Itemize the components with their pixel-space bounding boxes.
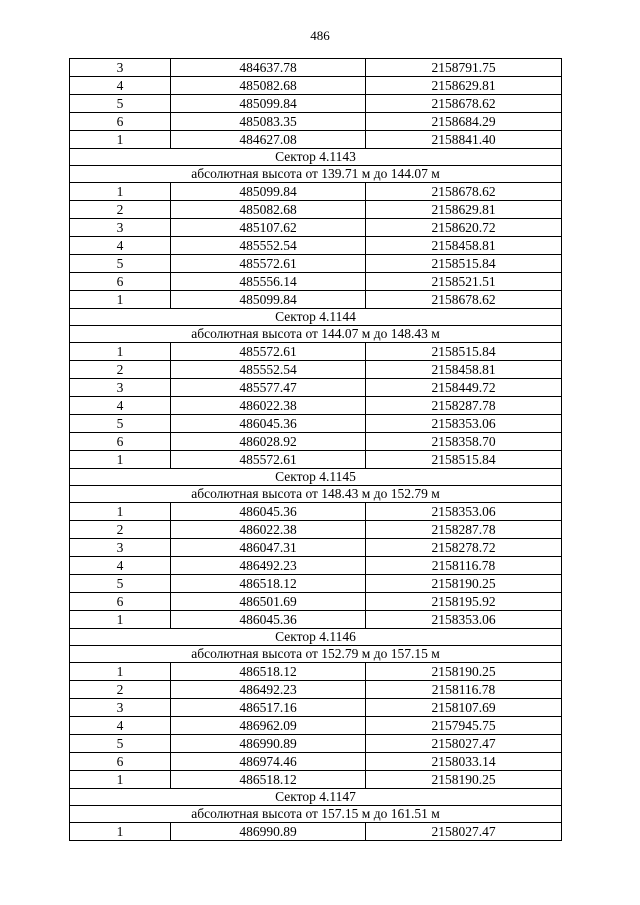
sector-title: Сектор 4.1146: [70, 629, 562, 646]
table-row: [70, 771, 562, 789]
table-row: [70, 433, 562, 451]
x-coordinate-cell: 485552.54: [171, 237, 366, 255]
y-coordinate-cell: 2158278.72: [366, 539, 562, 557]
table-row: [70, 397, 562, 415]
x-coordinate-cell: 486045.36: [171, 611, 366, 629]
table-row: [70, 113, 562, 131]
table-row: [70, 451, 562, 469]
table-row: [70, 219, 562, 237]
table-row: [70, 255, 562, 273]
point-number-cell: 5: [70, 95, 171, 113]
y-coordinate-cell: 2158515.84: [366, 255, 562, 273]
sector-altitude: абсолютная высота от 152.79 м до 157.15 м: [70, 646, 562, 663]
point-number-cell: 3: [70, 59, 171, 77]
point-number-cell: 2: [70, 201, 171, 219]
y-coordinate-cell: 2158629.81: [366, 201, 562, 219]
x-coordinate-cell: 486501.69: [171, 593, 366, 611]
point-number-cell: 4: [70, 237, 171, 255]
sector-title-row: [70, 469, 562, 486]
point-number-cell: 2: [70, 521, 171, 539]
x-coordinate-cell: 486518.12: [171, 771, 366, 789]
x-coordinate-cell: 486022.38: [171, 397, 366, 415]
y-coordinate-cell: 2158358.70: [366, 433, 562, 451]
table-row: [70, 273, 562, 291]
table-row: [70, 131, 562, 149]
y-coordinate-cell: 2158190.25: [366, 663, 562, 681]
y-coordinate-cell: 2158521.51: [366, 273, 562, 291]
table-row: [70, 753, 562, 771]
table-row: [70, 59, 562, 77]
y-coordinate-cell: 2158353.06: [366, 611, 562, 629]
point-number-cell: 5: [70, 415, 171, 433]
x-coordinate-cell: 486974.46: [171, 753, 366, 771]
x-coordinate-cell: 486045.36: [171, 503, 366, 521]
y-coordinate-cell: 2158678.62: [366, 95, 562, 113]
point-number-cell: 1: [70, 771, 171, 789]
x-coordinate-cell: 485082.68: [171, 77, 366, 95]
y-coordinate-cell: 2158449.72: [366, 379, 562, 397]
point-number-cell: 3: [70, 219, 171, 237]
table-row: [70, 237, 562, 255]
y-coordinate-cell: 2158458.81: [366, 237, 562, 255]
y-coordinate-cell: 2158515.84: [366, 343, 562, 361]
point-number-cell: 1: [70, 663, 171, 681]
point-number-cell: 6: [70, 433, 171, 451]
x-coordinate-cell: 486492.23: [171, 557, 366, 575]
x-coordinate-cell: 485099.84: [171, 183, 366, 201]
sector-title-row: [70, 149, 562, 166]
table-row: [70, 521, 562, 539]
point-number-cell: 5: [70, 735, 171, 753]
coordinates-table-body: [70, 59, 562, 841]
y-coordinate-cell: 2158027.47: [366, 823, 562, 841]
table-row: [70, 557, 562, 575]
x-coordinate-cell: 486990.89: [171, 735, 366, 753]
x-coordinate-cell: 485099.84: [171, 291, 366, 309]
y-coordinate-cell: 2158678.62: [366, 183, 562, 201]
table-row: [70, 681, 562, 699]
table-row: [70, 575, 562, 593]
table-row: [70, 291, 562, 309]
x-coordinate-cell: 485099.84: [171, 95, 366, 113]
table-row: [70, 717, 562, 735]
point-number-cell: 3: [70, 539, 171, 557]
y-coordinate-cell: 2158190.25: [366, 771, 562, 789]
point-number-cell: 6: [70, 753, 171, 771]
y-coordinate-cell: 2158116.78: [366, 557, 562, 575]
y-coordinate-cell: 2158629.81: [366, 77, 562, 95]
sector-altitude-row: [70, 646, 562, 663]
x-coordinate-cell: 485082.68: [171, 201, 366, 219]
y-coordinate-cell: 2158458.81: [366, 361, 562, 379]
sector-title: Сектор 4.1145: [70, 469, 562, 486]
x-coordinate-cell: 485572.61: [171, 451, 366, 469]
sector-title: Сектор 4.1143: [70, 149, 562, 166]
point-number-cell: 5: [70, 575, 171, 593]
sector-altitude-row: [70, 166, 562, 183]
table-row: [70, 503, 562, 521]
point-number-cell: 4: [70, 77, 171, 95]
sector-title: Сектор 4.1144: [70, 309, 562, 326]
point-number-cell: 1: [70, 291, 171, 309]
table-row: [70, 201, 562, 219]
y-coordinate-cell: 2158116.78: [366, 681, 562, 699]
y-coordinate-cell: 2158620.72: [366, 219, 562, 237]
point-number-cell: 6: [70, 273, 171, 291]
x-coordinate-cell: 486047.31: [171, 539, 366, 557]
table-row: [70, 95, 562, 113]
x-coordinate-cell: 486518.12: [171, 663, 366, 681]
point-number-cell: 1: [70, 131, 171, 149]
x-coordinate-cell: 485556.14: [171, 273, 366, 291]
y-coordinate-cell: 2158515.84: [366, 451, 562, 469]
y-coordinate-cell: 2158287.78: [366, 521, 562, 539]
x-coordinate-cell: 485107.62: [171, 219, 366, 237]
table-row: [70, 415, 562, 433]
table-row: [70, 663, 562, 681]
x-coordinate-cell: 485572.61: [171, 343, 366, 361]
point-number-cell: 1: [70, 343, 171, 361]
y-coordinate-cell: 2158033.14: [366, 753, 562, 771]
point-number-cell: 3: [70, 379, 171, 397]
point-number-cell: 1: [70, 823, 171, 841]
y-coordinate-cell: 2157945.75: [366, 717, 562, 735]
x-coordinate-cell: 485572.61: [171, 255, 366, 273]
table-row: [70, 735, 562, 753]
table-row: [70, 823, 562, 841]
point-number-cell: 2: [70, 681, 171, 699]
sector-altitude: абсолютная высота от 139.71 м до 144.07 м: [70, 166, 562, 183]
point-number-cell: 1: [70, 611, 171, 629]
point-number-cell: 6: [70, 593, 171, 611]
table-row: [70, 361, 562, 379]
sector-altitude: абсолютная высота от 157.15 м до 161.51 м: [70, 806, 562, 823]
sector-title-row: [70, 629, 562, 646]
point-number-cell: 2: [70, 361, 171, 379]
table-row: [70, 611, 562, 629]
y-coordinate-cell: 2158195.92: [366, 593, 562, 611]
table-row: [70, 77, 562, 95]
sector-altitude-row: [70, 486, 562, 503]
x-coordinate-cell: 484637.78: [171, 59, 366, 77]
x-coordinate-cell: 486517.16: [171, 699, 366, 717]
x-coordinate-cell: 486962.09: [171, 717, 366, 735]
point-number-cell: 3: [70, 699, 171, 717]
sector-altitude-row: [70, 806, 562, 823]
table-row: [70, 593, 562, 611]
y-coordinate-cell: 2158107.69: [366, 699, 562, 717]
sector-title-row: [70, 789, 562, 806]
sector-altitude: абсолютная высота от 148.43 м до 152.79 м: [70, 486, 562, 503]
y-coordinate-cell: 2158027.47: [366, 735, 562, 753]
sector-altitude: абсолютная высота от 144.07 м до 148.43 м: [70, 326, 562, 343]
table-row: [70, 379, 562, 397]
point-number-cell: 4: [70, 717, 171, 735]
point-number-cell: 6: [70, 113, 171, 131]
point-number-cell: 1: [70, 183, 171, 201]
y-coordinate-cell: 2158287.78: [366, 397, 562, 415]
y-coordinate-cell: 2158841.40: [366, 131, 562, 149]
y-coordinate-cell: 2158684.29: [366, 113, 562, 131]
x-coordinate-cell: 486045.36: [171, 415, 366, 433]
y-coordinate-cell: 2158353.06: [366, 415, 562, 433]
x-coordinate-cell: 485577.47: [171, 379, 366, 397]
point-number-cell: 4: [70, 557, 171, 575]
x-coordinate-cell: 486022.38: [171, 521, 366, 539]
sector-title: Сектор 4.1147: [70, 789, 562, 806]
point-number-cell: 4: [70, 397, 171, 415]
point-number-cell: 1: [70, 451, 171, 469]
table-row: [70, 699, 562, 717]
sector-title-row: [70, 309, 562, 326]
point-number-cell: 1: [70, 503, 171, 521]
table-row: [70, 183, 562, 201]
y-coordinate-cell: 2158353.06: [366, 503, 562, 521]
y-coordinate-cell: 2158678.62: [366, 291, 562, 309]
x-coordinate-cell: 486518.12: [171, 575, 366, 593]
sector-altitude-row: [70, 326, 562, 343]
coordinates-table: [69, 58, 562, 841]
y-coordinate-cell: 2158190.25: [366, 575, 562, 593]
x-coordinate-cell: 486028.92: [171, 433, 366, 451]
x-coordinate-cell: 485552.54: [171, 361, 366, 379]
table-row: [70, 343, 562, 361]
y-coordinate-cell: 2158791.75: [366, 59, 562, 77]
x-coordinate-cell: 486492.23: [171, 681, 366, 699]
x-coordinate-cell: 485083.35: [171, 113, 366, 131]
x-coordinate-cell: 486990.89: [171, 823, 366, 841]
page-number: 486: [310, 28, 330, 43]
table-row: [70, 539, 562, 557]
x-coordinate-cell: 484627.08: [171, 131, 366, 149]
point-number-cell: 5: [70, 255, 171, 273]
